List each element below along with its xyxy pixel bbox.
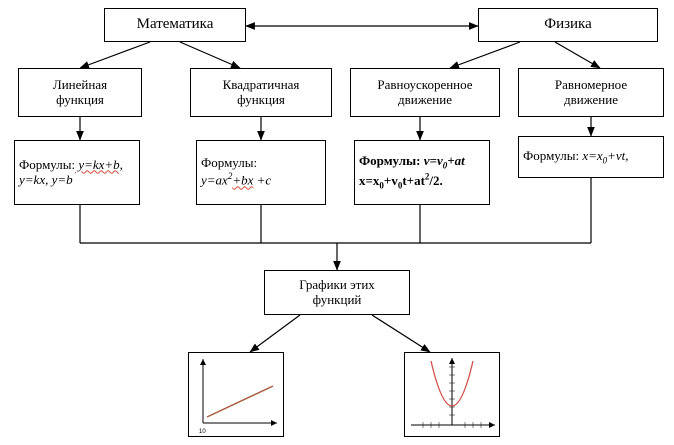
plot-parabola-svg — [405, 353, 499, 436]
node-uniform-motion-line2: движение — [564, 91, 618, 107]
node-math[interactable] — [104, 8, 246, 42]
node-quadratic-function-line1: Квадратичная — [222, 76, 300, 92]
node-linear-function-line1: Линейная — [52, 76, 108, 92]
node-math-label: Математика — [136, 16, 214, 33]
node-quadratic-function-line2: функция — [237, 91, 285, 107]
plot-parabola[interactable] — [404, 352, 500, 437]
node-physics[interactable] — [478, 8, 658, 42]
node-uniform-formulas[interactable] — [518, 136, 664, 178]
node-linear-function-line2: функция — [56, 91, 104, 107]
node-graphs-line2: функций — [312, 291, 362, 307]
quadratic-formulas-expr-mid: +bx — [232, 172, 254, 188]
node-accelerated-motion[interactable] — [350, 68, 500, 117]
plot-linear-tick-label: 10 — [199, 429, 206, 435]
node-graphs-line1: Графики этих — [299, 276, 375, 292]
node-accelerated-motion-line2: движение — [398, 91, 452, 107]
node-graphs[interactable] — [264, 270, 410, 315]
quadratic-formulas-label: Формулы: — [201, 155, 258, 171]
quadratic-formulas-expr-prefix: y=ax — [201, 172, 228, 188]
linear-formulas-expr1: y=kx+b, — [75, 156, 123, 172]
node-linear-formulas[interactable] — [14, 140, 140, 205]
quadratic-formulas-expr-sup: 2 — [227, 171, 233, 182]
quadratic-formulas-expr-rest: +c — [253, 172, 272, 188]
node-quadratic-formulas[interactable] — [196, 140, 326, 205]
node-uniform-motion-line1: Равномерное — [554, 76, 628, 92]
linear-formulas-label: Формулы: — [19, 156, 76, 172]
node-accelerated-formulas[interactable] — [354, 140, 490, 205]
plot-linear[interactable] — [188, 352, 284, 437]
uniform-formulas-expr1: $x=x_0+vt$, — [579, 147, 629, 166]
accelerated-formulas-label: Формулы: — [359, 153, 421, 169]
node-quadratic-function[interactable] — [190, 68, 332, 117]
uniform-formulas-label: Формулы: — [523, 147, 580, 163]
accelerated-formulas-expr2: $x=x_0+v_0t+at^2/2$. — [359, 171, 443, 191]
plot-linear-svg — [189, 353, 283, 436]
node-uniform-motion[interactable] — [518, 68, 664, 117]
node-accelerated-motion-line1: Равноускоренное — [377, 76, 473, 92]
linear-formulas-expr2: y=kx, y=b — [19, 171, 73, 187]
node-physics-label: Физика — [544, 16, 592, 33]
accelerated-formulas-expr1: $v=v_0+at$ — [423, 153, 465, 171]
node-linear-function[interactable] — [18, 68, 142, 117]
